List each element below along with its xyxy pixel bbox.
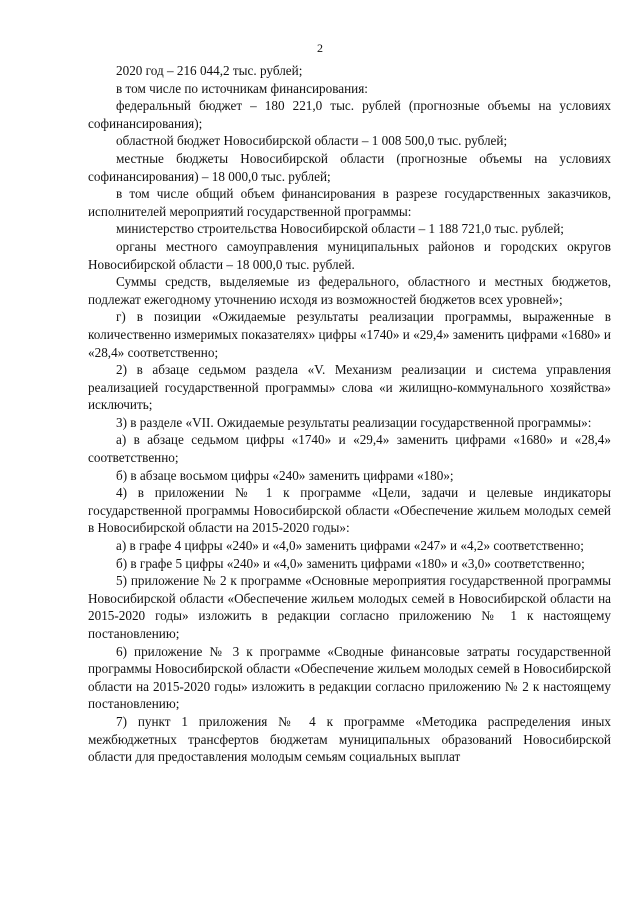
paragraph: г) в позиции «Ожидаемые результаты реализации программы, выраженные в количественно измеримых показателях» цифры «1740» и «29,4» заменить цифрами «1680» и «28,4» соответственно; [88, 309, 611, 360]
page-number: 2 [317, 41, 323, 55]
paragraph: органы местного самоуправления муниципальных районов и городских округов Новосибирской области – 18 000,0 тыс. рублей. [88, 238, 611, 272]
paragraph: 2) в абзаце седьмом раздела «V. Механизм реализации и система управления реализацией государственной программы» слова «и жилищно-коммунального хозяйства» исключить; [88, 362, 611, 413]
document-body [88, 62, 611, 766]
paragraph: 3) в разделе «VII. Ожидаемые результаты реализации государственной программы»: [116, 414, 592, 430]
paragraph: 4) в приложении № 1 к программе «Цели, задачи и целевые индикаторы государственной программы Новосибирской области «Обеспечение жильем молодых семей в Новосибирской области на 2015-2020 годы»: [88, 485, 611, 536]
paragraph: а) в графе 4 цифры «240» и «4,0» заменить цифрами «247» и «4,2» соответственно; [116, 538, 584, 554]
paragraph: в том числе общий объем финансирования в разрезе государственных заказчиков, исполнителей мероприятий государственной программы: [88, 186, 611, 219]
paragraph: Суммы средств, выделяемые из федерального, областного и местных бюджетов, подлежат ежегодному уточнению исходя из возможностей бюджетов всех уровней»; [88, 274, 611, 307]
paragraph: областной бюджет Новосибирской области – 1 008 500,0 тыс. рублей; [116, 133, 508, 149]
paragraph: местные бюджеты Новосибирской области (прогнозные объемы на условиях софинансирования) – 18 000,0 тыс. рублей; [88, 150, 611, 184]
paragraph: б) в абзаце восьмом цифры «240» заменить цифрами «180»; [116, 467, 454, 483]
paragraph: б) в графе 5 цифры «240» и «4,0» заменить цифрами «180» и «3,0» соответственно; [116, 555, 585, 571]
paragraph: федеральный бюджет – 180 221,0 тыс. рублей (прогнозные объемы на условиях софинансирования); [88, 98, 611, 131]
paragraph: 7) пункт 1 приложения № 4 к программе «Методика распределения иных межбюджетных трансфертов бюджетам муниципальных образований Новосибирской области для предоставления молодым семьям социальных выплат [88, 713, 611, 765]
paragraph: а) в абзаце седьмом цифры «1740» и «29,4» заменить цифрами «1680» и «28,4» соответственно; [88, 432, 611, 466]
paragraph: 6) приложение № 3 к программе «Сводные финансовые затраты государственной программы Новосибирской области «Обеспечение жильем молодых семей в Новосибирской области на 2015-2020 годы» изложить в редакции согласно приложению № 2 к настоящему постановлению; [88, 643, 611, 712]
paragraph: 5) приложение № 2 к программе «Основные мероприятия государственной программы Новосибирской области «Обеспечение жильем молодых семей в Новосибирской области на 2015-2020 годы» изложить в редакции согласно приложению № 1 к настоящему постановлению; [88, 573, 611, 641]
paragraph: 2020 год – 216 044,2 тыс. рублей; [116, 63, 303, 78]
paragraph: в том числе по источникам финансирования: [116, 80, 368, 96]
paragraph: министерство строительства Новосибирской области – 1 188 721,0 тыс. рублей; [116, 221, 564, 237]
